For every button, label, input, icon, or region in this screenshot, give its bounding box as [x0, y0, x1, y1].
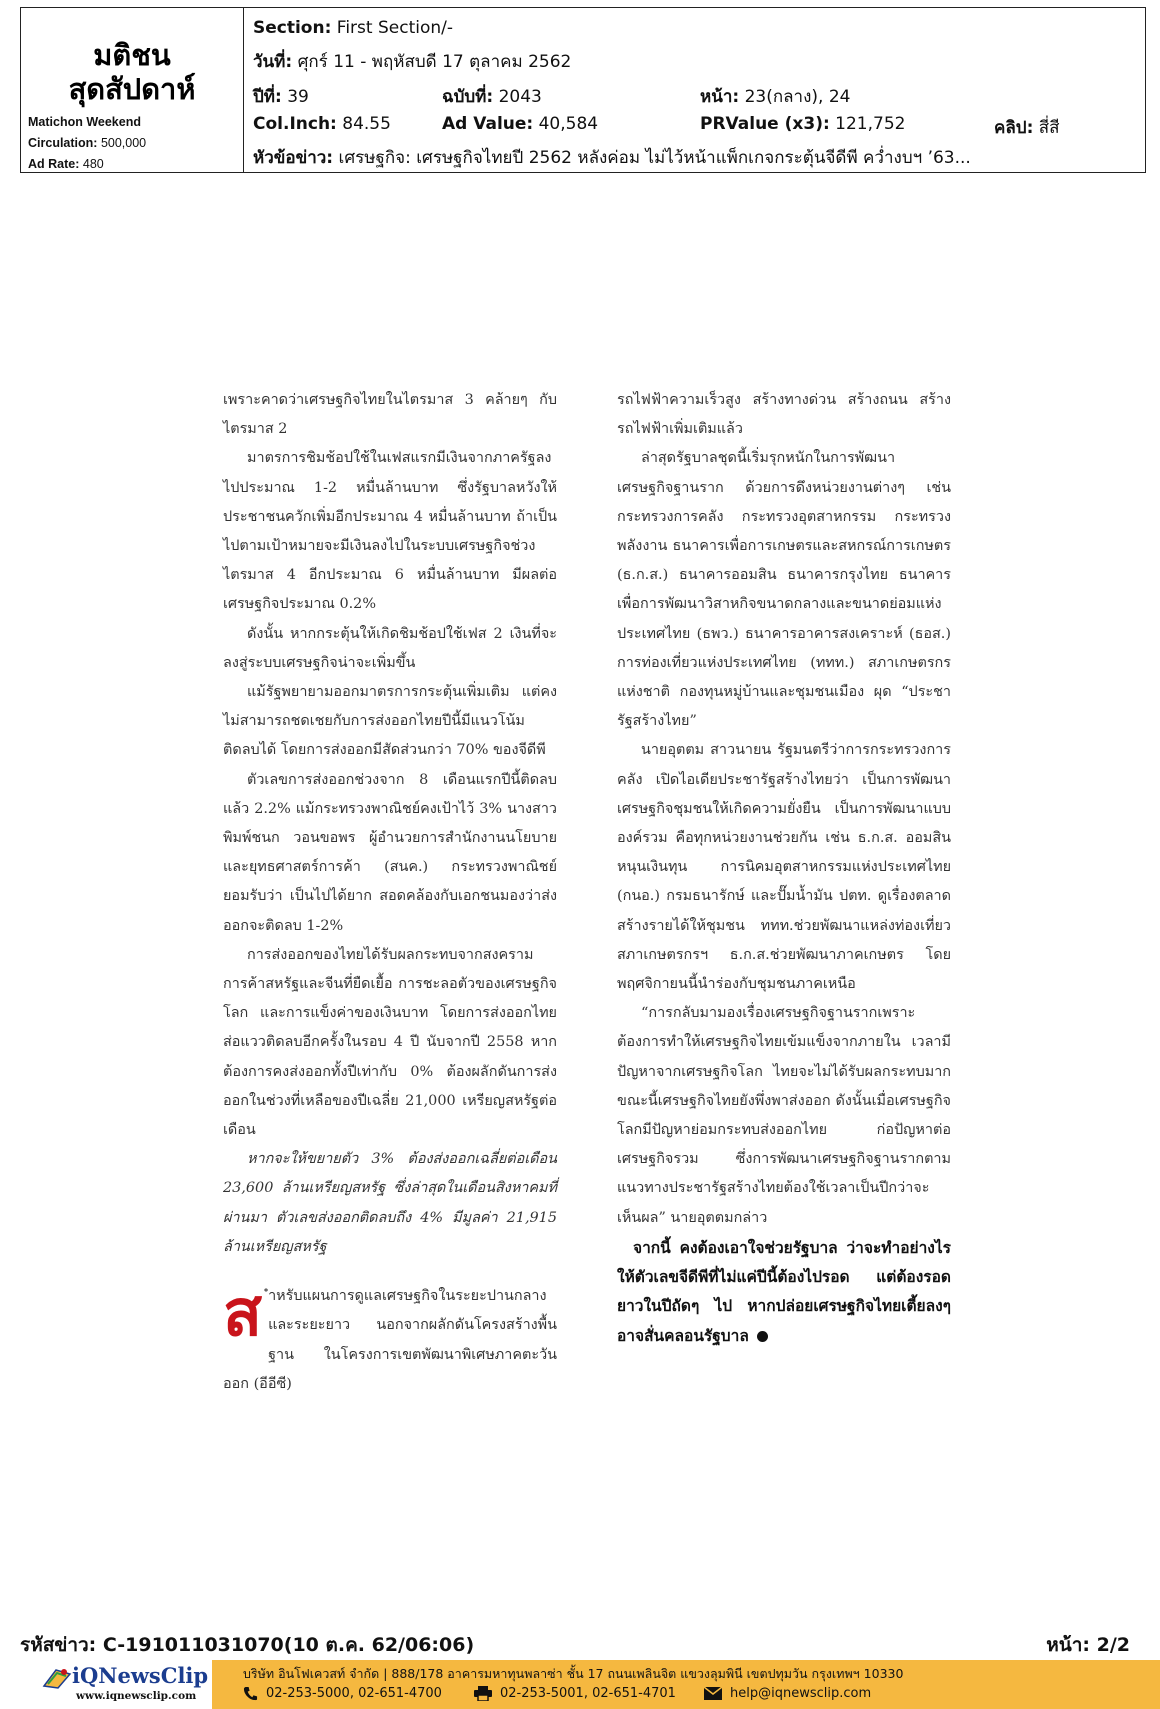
- section-row: [253, 18, 453, 38]
- paragraph: การส่งออกของไทยได้รับผลกระทบจากสงครามการค้าสหรัฐและจีนที่ยืดเยื้อ การชะลอตัวของเศรษฐกิจโลก และการแข็งค่าของเงินบาท โดยการส่งออกไทยส่อแววติดลบอีกครั้งในรอบ 4 ปี นับจากปี 2558 หากต้องการคงส่งออกทั้งปีเท่ากับ 0% ต้องผลักดันการส่งออกในช่วงที่เหลือของปีเฉลี่ย 21,000 เหรียญสหรัฐต่อเดือน: [223, 946, 557, 1139]
- article-column-right: [617, 386, 951, 1350]
- clip-label: คลิป:: [994, 118, 1034, 138]
- colinch-value: 84.55: [342, 114, 391, 134]
- footer-logo[interactable]: [0, 1660, 212, 1709]
- publication-box: [21, 8, 244, 172]
- circulation-value: 500,000: [100, 136, 147, 150]
- headline-label: หัวข้อข่าว:: [253, 148, 334, 168]
- date-value: ศุกร์ 11 - พฤหัสบดี 17 ตุลาคม 2562: [297, 52, 572, 72]
- closing-paragraph: [617, 1233, 951, 1350]
- page-number: หน้า: 2/2: [1046, 1634, 1130, 1656]
- publication-logo: [21, 38, 243, 106]
- end-bullet-icon: [757, 1331, 768, 1342]
- paragraph: นายอุตตม สาวนายน รัฐมนตรีว่าการกระทรวงการคลัง เปิดไอเดียประชารัฐสร้างไทยว่า เป็นการพัฒนาเศรษฐกิจชุมชนให้เกิดความยั่งยืน เป็นการพัฒนาแบบองค์รวม คือทุกหน่วยงานช่วยกัน เช่น ธ.ก.ส. ออมสิน หนุนเงินทุน การนิคมอุตสาหกรรมแห่งประเทศไทย (กนอ.) กรมธนารักษ์ และปั๊มน้ำมัน ปตท. ดูเรื่องตลาดสร้างรายได้ให้ชุมชน ททท.ช่วยพัฒนาแหล่งท่องเที่ยว สภาเกษตรกรฯ ธ.ก.ส.ช่วยพัฒนาภาคเกษตร โดยพฤศจิกายนนี้นำร่องกับชุมชนภาคเหนือ: [617, 742, 951, 993]
- email-icon: [704, 1687, 722, 1700]
- year-label: ปีที่:: [253, 87, 282, 107]
- section-value: First Section/-: [336, 18, 453, 38]
- page-value: 23(กลาง), 24: [744, 87, 851, 107]
- ad-rate-value: 480: [82, 157, 104, 171]
- publication-logo-line1: มติชน: [93, 38, 171, 72]
- footer-contact: [212, 1660, 1160, 1709]
- footer-logo-text: iQNewsClip: [72, 1663, 209, 1688]
- article-column-left: [223, 386, 557, 1399]
- publication-meta: [28, 112, 146, 175]
- section-label: Section:: [253, 18, 332, 38]
- paragraph: รถไฟฟ้าความเร็วสูง สร้างทางด่วน สร้างถนน สร้างรถไฟฟ้าเพิ่มเติมแล้ว: [617, 392, 951, 438]
- company-address: บริษัท อินโฟเควสท์ จำกัด | 888/178 อาคารมหาทุนพลาซ่า ชั้น 17 ถนนเพลินจิต แขวงลุมพินี เขตปทุมวัน กรุงเทพฯ 10330: [243, 1666, 904, 1681]
- phone-item: [243, 1686, 442, 1701]
- paragraph-italic: หากจะให้ขยายตัว 3% ต้องส่งออกเฉลี่ยต่อเดือน 23,600 ล้านเหรียญสหรัฐ ซึ่งล่าสุดในเดือนสิงหาคมที่ผ่านมา ตัวเลขส่งออกติดลบถึง 4% มีมูลค่า 21,915 ล้านเหรียญสหรัฐ: [223, 1151, 557, 1255]
- paragraph: ดังนั้น หากกระตุ้นให้เกิดชิมช้อปใช้เฟส 2 เงินที่จะลงสู่ระบบเศรษฐกิจน่าจะเพิ่มขึ้น: [223, 625, 557, 671]
- clip-cell: [994, 114, 1060, 141]
- clip-info: [244, 8, 1145, 172]
- fax-number: 02-253-5001, 02-651-4701: [500, 1686, 676, 1701]
- colinch-cell: [253, 114, 391, 134]
- date-row: [253, 48, 571, 75]
- headline-value: เศรษฐกิจ: เศรษฐกิจไทยปี 2562 หลังค่อม ไม่ไว้หน้าแพ็กเกจกระตุ้นจีดีพี คว่ำงบฯ ’63...: [338, 148, 971, 168]
- paragraph: เพราะคาดว่าเศรษฐกิจไทยในไตรมาส 3 คล้ายๆ กับไตรมาส 2: [223, 392, 557, 438]
- email-item[interactable]: [704, 1686, 871, 1701]
- year-cell: [253, 83, 309, 110]
- colinch-label: Col.Inch:: [253, 114, 337, 134]
- ad-rate-label: Ad Rate:: [28, 157, 80, 171]
- circulation-label: Circulation:: [28, 136, 98, 150]
- page-label: หน้า:: [700, 87, 740, 107]
- prvalue-cell: [700, 114, 905, 134]
- closing-paragraph-text: จากนี้ คงต้องเอาใจช่วยรัฐบาล ว่าจะทำอย่างไรให้ตัวเลขจีดีพีที่ไม่แค่ปีนี้ต้องไปรอด แต่ต้องรอดยาวในปีถัดๆ ไป หากปล่อยเศรษฐกิจไทยเตี้ยลงๆ อาจสั่นคลอนรัฐบาล: [617, 1237, 951, 1345]
- phone-icon: [243, 1686, 258, 1701]
- footer-bar: [0, 1660, 1160, 1709]
- paragraph: แม้รัฐพยายามออกมาตรการกระตุ้นเพิ่มเติม แต่คงไม่สามารถชดเชยกับการส่งออกไทยปีนี้มีแนวโน้มติดลบได้ โดยการส่งออกมีสัดส่วนกว่า 70% ของจีดีพี: [223, 684, 557, 759]
- phone-number: 02-253-5000, 02-651-4700: [266, 1686, 442, 1701]
- news-code: รหัสข่าว: C-191011031070(10 ต.ค. 62/06:06): [20, 1634, 475, 1656]
- paragraph: ล่าสุดรัฐบาลชุดนี้เริ่มรุกหนักในการพัฒนาเศรษฐกิจฐานราก ด้วยการดึงหน่วยงานต่างๆ เช่น กระทรวงการคลัง กระทรวงอุตสาหกรรม กระทรวงพลังงาน ธนาคารเพื่อการเกษตรและสหกรณ์การเกษตร (ธ.ก.ส.) ธนาคารออมสิน ธนาคารกรุงไทย ธนาคารเพื่อการพัฒนาวิสาหกิจขนาดกลางและขนาดย่อมแห่งประเทศไทย (ธพว.) ธนาคารอาคารสงเคราะห์ (ธอส.) การท่องเที่ยวแห่งประเทศไทย (ททท.) สภาเกษตรกรแห่งชาติ กองทุนหมู่บ้านและชุมชนเมือง ผุด “ประชารัฐสร้างไทย”: [617, 450, 951, 730]
- paragraph: ตัวเลขการส่งออกช่วงจาก 8 เดือนแรกปีนี้ติดลบแล้ว 2.2% แม้กระทรวงพาณิชย์คงเป้าไว้ 3% นางสาวพิมพ์ชนก วอนขอพร ผู้อำนวยการสำนักงานนโยบายและยุทธศาสตร์การค้า (สนค.) กระทรวงพาณิชย์ยอมรับว่า เป็นไปได้ยาก สอดคล้องกับเอกชนมองว่าส่งออกจะติดลบ 1-2%: [223, 771, 557, 934]
- dropcap-paragraph: [223, 1276, 557, 1399]
- advalue-label: Ad Value:: [442, 114, 534, 134]
- date-label: วันที่:: [253, 52, 293, 72]
- prvalue-label: PRValue (x3):: [700, 114, 830, 134]
- advalue-value: 40,584: [538, 114, 599, 134]
- advalue-cell: [442, 114, 598, 134]
- drop-cap: ส: [223, 1276, 263, 1352]
- paragraph: มาตรการชิมช้อปใช้ในเฟสแรกมีเงินจากภาครัฐลงไปประมาณ 1-2 หมื่นล้านบาท ซึ่งรัฐบาลหวังให้ประชาชนควักเพิ่มอีกประมาณ 4 หมื่นล้านบาท ถ้าเป็นไปตามเป้าหมายจะมีเงินลงไปในระบบเศรษฐกิจช่วงไตรมาส 4 อีกประมาณ 6 หมื่นล้านบาท มีผลต่อเศรษฐกิจประมาณ 0.2%: [223, 450, 557, 613]
- newspaper-logo-icon: [42, 1666, 72, 1690]
- clip-value: สี่สี: [1038, 118, 1060, 138]
- year-value: 39: [287, 87, 309, 107]
- issue-value: 2043: [498, 87, 542, 107]
- footer-logo-url[interactable]: www.iqnewsclip.com: [76, 1690, 197, 1702]
- headline-row: [253, 144, 971, 171]
- publication-logo-line2: สุดสัปดาห์: [68, 72, 196, 106]
- fax-icon: [474, 1686, 492, 1701]
- publication-en-name: Matichon Weekend: [28, 115, 141, 129]
- fax-item: [474, 1686, 676, 1701]
- clipping-header: [20, 7, 1146, 173]
- paragraph: “การกลับมามองเรื่องเศรษฐกิจฐานรากเพราะต้องการทำให้เศรษฐกิจไทยเข้มแข็งจากภายใน เวลามีปัญหาจากเศรษฐกิจโลก ไทยจะไม่ได้รับผลกระทบมาก ขณะนี้เศรษฐกิจไทยยังพึ่งพาส่งออก ดังนั้นเมื่อเศรษฐกิจโลกมีปัญหาย่อมกระทบส่งออกไทย ก่อปัญหาต่อเศรษฐกิจรวม ซึ่งการพัฒนาเศรษฐกิจฐานรากตามแนวทางประชารัฐสร้างไทยต้องใช้เวลาเป็นปีกว่าจะเห็นผล” นายอุตตมกล่าว: [617, 1005, 951, 1226]
- issue-cell: [442, 83, 542, 110]
- email-address[interactable]: help@iqnewsclip.com: [730, 1686, 872, 1701]
- issue-label: ฉบับที่:: [442, 87, 494, 107]
- dropcap-paragraph-text: ำหรับแผนการดูแลเศรษฐกิจในระยะปานกลางและระยะยาว นอกจากผลักดันโครงสร้างพื้นฐาน ในโครงการเขตพัฒนาพิเศษภาคตะวันออก (อีอีซี): [223, 1288, 557, 1392]
- page-cell: [700, 83, 850, 110]
- prvalue-value: 121,752: [835, 114, 906, 134]
